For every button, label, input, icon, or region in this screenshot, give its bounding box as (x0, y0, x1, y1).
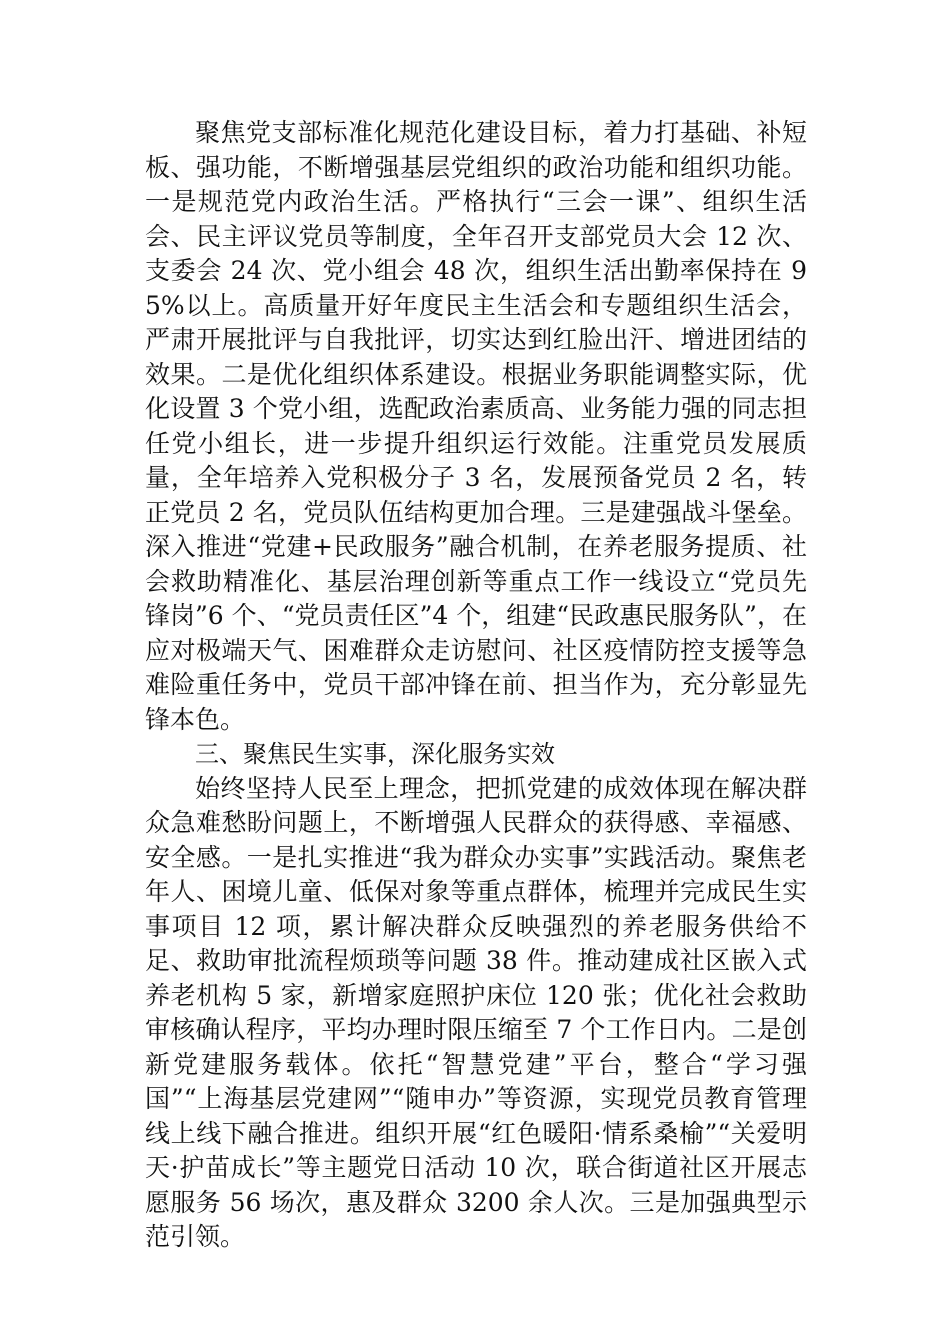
section-heading: 三、聚焦民生实事，深化服务实效 (195, 740, 555, 768)
body-paragraph-1: 聚焦党支部标准化规范化建设目标，着力打基础、补短板、强功能，不断增强基层党组织的政治功能和组织功能。一是规范党内政治生活。严格执行“三会一课”、组织生活会、民主评议党员等制度，全年召开支部党员大会 12 次、支委会 24 次、党小组会 48 次，组织生活出勤率保持在 95%以上。高质量开好年度民主生活会和专题组织生活会，严肃开展批评与自我批评，切实达到红脸出汗、增进团结的效果。二是优化组织体系建设。根据业务职能调整实际，优化设置 3 个党小组，选配政治素质高、业务能力强的同志担任党小组长，进一步提升组织运行效能。注重党员发展质量，全年培养入党积极分子 3 名，发展预备党员 2 名，转正党员 2 名，党员队伍结构更加合理。三是建强战斗堡垒。深入推进“党建+民政服务”融合机制，在养老服务提质、社会救助精准化、基层治理创新等重点工作一线设立“党员先锋岗”6 个、“党员责任区”4 个，组建“民政惠民服务队”，在应对极端天气、困难群众走访慰问、社区疫情防控支援等急难险重任务中，党员干部冲锋在前、担当作为，充分彰显先锋本色。 (145, 118, 807, 734)
body-paragraph-2: 始终坚持人民至上理念，把抓党建的成效体现在解决群众急难愁盼问题上，不断增强人民群众的获得感、幸福感、安全感。一是扎实推进“我为群众办实事”实践活动。聚焦老年人、困境儿童、低保对象等重点群体，梳理并完成民生实事项目 12 项，累计解决群众反映强烈的养老服务供给不足、救助审批流程烦琐等问题 38 件。推动建成社区嵌入式养老机构 5 家，新增家庭照护床位 120 张；优化社会救助审核确认程序，平均办理时限压缩至 7 个工作日内。二是创新党建服务载体。依托“智慧党建”平台，整合“学习强国”“上海基层党建网”“随申办”等资源，实现党员教育管理线上线下融合推进。组织开展“红色暖阳·情系桑榆”“关爱明天·护苗成长”等主题党日活动 10 次，联合街道社区开展志愿服务 56 场次，惠及群众 3200 余人次。三是加强典型示范引领。 (145, 773, 807, 1251)
document-body (145, 116, 807, 1255)
